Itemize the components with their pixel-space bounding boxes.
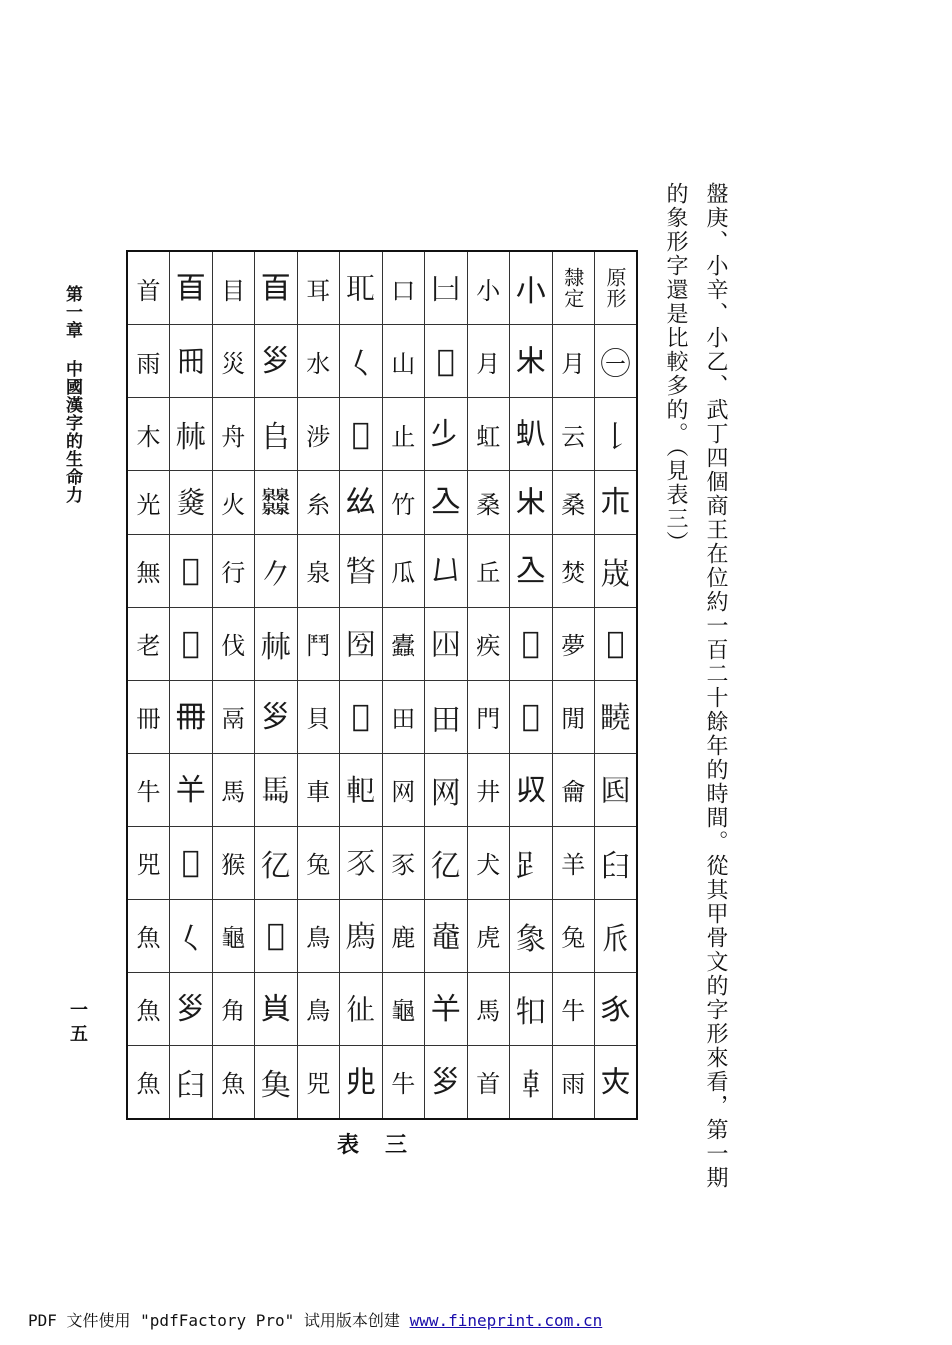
table-cell: 𡆽 [340,607,383,680]
table-cell: 𣎳 [595,471,638,534]
table-cell: 田 [382,680,425,753]
table-cell: 舟 [212,398,255,471]
table-cell: 𧰨 [595,972,638,1045]
table-cell: 丘 [467,534,510,607]
table-cell: 𣎵 [510,471,553,534]
table-cell: 𣥠 [170,534,213,607]
table-cell: 𧴪 [255,972,298,1045]
table-row [127,251,637,325]
table-cell: 𦣻 [255,251,298,325]
table-cell: 瓜 [382,534,425,607]
table-cell: 糸 [297,471,340,534]
table-cell: 冊 [127,680,170,753]
table-cell: 雨 [552,1045,595,1119]
table-row [127,1045,637,1119]
table-cell: 涉 [297,398,340,471]
table-cell: 𤆁 [255,471,298,534]
table-cell: 桑 [552,471,595,534]
table-cell: 伐 [212,607,255,680]
table-cell: 魚 [127,1045,170,1119]
table-row [127,534,637,607]
table-cell: 鬲 [212,680,255,753]
table-cell: 𠂢 [595,899,638,972]
table-cell: 猴 [212,826,255,899]
table-cell: 𠕋 [170,680,213,753]
table-cell: 𣈊 [340,534,383,607]
table-cell: 𧰧 [340,826,383,899]
table-cell: 首 [127,251,170,325]
table-cell: 𣥱 [595,607,638,680]
table-cell: 車 [297,753,340,826]
table-cell: 龠 [552,753,595,826]
table-row [127,398,637,471]
table-cell: 𣎵 [510,325,553,398]
table-cell: 竹 [382,471,425,534]
table-cell: 𦥑 [595,826,638,899]
table-row [127,325,637,398]
table-cell: 牛 [552,972,595,1045]
table-cell: 𠄌 [595,398,638,471]
table-cell: 龜 [382,972,425,1045]
table-cell: 兕 [297,1045,340,1119]
table-cell: 𣥠 [340,398,383,471]
table-cell: 虹 [467,398,510,471]
table-cell: 馬 [467,972,510,1045]
table-cell: 魚 [212,1045,255,1119]
table-cell: 首 [467,1045,510,1119]
table-cell: 火 [212,471,255,534]
table-cell: 魚 [127,899,170,972]
table-cell: 兔 [552,899,595,972]
table-cell: 𡴀 [425,325,468,398]
table-row [127,680,637,753]
table-cell: 疾 [467,607,510,680]
table-cell: 兔 [297,826,340,899]
table-cell: 𩵋 [255,1045,298,1119]
table-cell: 止 [382,398,425,471]
table-cell: 𠙴 [425,534,468,607]
table-cell: 𢒼 [425,826,468,899]
table-cell: 𠓛 [510,534,553,607]
table-cell: 𠓛 [425,471,468,534]
table-cell: 𣏟 [255,607,298,680]
table-row [127,899,637,972]
table-cell: 𠕁 [170,325,213,398]
table-cell: 耳 [297,251,340,325]
table-cell: 𡆧 [425,607,468,680]
table-cell: 𡆿 [595,753,638,826]
table-cell: 閒 [552,680,595,753]
table-cell: 門 [467,680,510,753]
table-cell: 𡿪 [255,680,298,753]
table-cell: 𪓛 [425,899,468,972]
table-cell: 𡉈 [510,607,553,680]
table-cell: 馬 [212,753,255,826]
table-cell: 𡿪 [255,325,298,398]
table-cell: 𢊁 [340,899,383,972]
table-cell: 𢀳 [255,899,298,972]
table-cell: 𠑹 [340,1045,383,1119]
table-cell: 井 [467,753,510,826]
table-cell: 𢒼 [255,826,298,899]
table-cell: 鹿 [382,899,425,972]
footer-text: PDF 文件使用 "pdfFactory Pro" 试用版本创建 [28,1311,410,1330]
table-cell: 网 [425,753,468,826]
table-cell: 𢆉 [170,753,213,826]
table-cell: 目 [212,251,255,325]
table-cell: 泉 [297,534,340,607]
table-row [127,753,637,826]
table-header-cell: 隸定 [552,251,595,325]
table-cell: 𡗜 [595,1045,638,1119]
table-cell: 雨 [127,325,170,398]
table-cell: 𠄧 [170,607,213,680]
table-cell: 田 [425,680,468,753]
table-cell: 云 [552,398,595,471]
table-cell: 𠂊 [255,534,298,607]
table-row [127,471,637,534]
body-text-column-2: 的象形字還是比較多的。（見表三） [663,182,688,555]
table-cell: 小 [467,251,510,325]
table-row [127,607,637,680]
table-row [127,826,637,899]
table-cell: 𤎫 [170,471,213,534]
table-cell: 光 [127,471,170,534]
table-cell: 鳥 [297,972,340,1045]
table-cell: 𠊊 [340,680,383,753]
table-cell: 𠦝 [510,1045,553,1119]
table-cell: 𤘘 [510,972,553,1045]
table-cell: 貝 [297,680,340,753]
running-head: 第一章 中國漢字的生命力 [62,285,82,504]
table-cell: 𨊠 [340,753,383,826]
table-cell: 月 [467,325,510,398]
table-cell: 焚 [552,534,595,607]
table-cell: 木 [127,398,170,471]
table-header-cell: 原形 [595,251,638,325]
body-text-column-1: 盤庚、小辛、小乙、武丁四個商王在位約一百二十餘年的時間。從其甲骨文的字形來看，第一期 [703,182,728,1190]
table-cell: 無 [127,534,170,607]
table-cell: 网 [382,753,425,826]
table-cell: 魚 [127,972,170,1045]
table-cell: 𤰔 [510,680,553,753]
table-cell: 月 [552,325,595,398]
table-cell: 角 [212,972,255,1045]
table-cell: 𢆶 [340,471,383,534]
table-cell: 𡿨 [170,899,213,972]
table-cell: 老 [127,607,170,680]
table-cell: 𦥑 [170,1045,213,1119]
table-cell: 𡭔 [510,251,553,325]
table-cell: 𦣻 [170,251,213,325]
table-cell: 𡿨 [340,325,383,398]
table-cell: 𦔮 [340,251,383,325]
table-cell: 𢀳 [170,826,213,899]
table-row [127,972,637,1045]
table-cell: 𣥂 [425,398,468,471]
table-cell: 𡷫 [595,534,638,607]
table-cell: 鳥 [297,899,340,972]
table-cell: 𣏟 [170,398,213,471]
table-cell: 𢓊 [340,972,383,1045]
table-cell: 𡿪 [425,1045,468,1119]
table-cell: 羊 [552,826,595,899]
table-caption: 表三 [336,1132,433,1158]
table-cell: 𤴀 [595,680,638,753]
table-cell: 𠬞 [510,753,553,826]
table-cell: 口 [382,251,425,325]
table-cell: 虎 [467,899,510,972]
character-table-body [127,251,637,1119]
character-table [126,250,638,1120]
table-cell: 牛 [127,753,170,826]
page-number: 一五 [67,1000,88,1048]
table-cell: 行 [212,534,255,607]
table-cell: 鬥 [297,607,340,680]
table-cell: 豕 [382,826,425,899]
footer-link[interactable]: www.fineprint.com.cn [409,1311,603,1330]
table-cell: 山 [382,325,425,398]
table-cell: 犬 [467,826,510,899]
table-cell: 蠹 [382,607,425,680]
table-cell: 𢆉 [425,972,468,1045]
table-cell: 𧈢 [510,398,553,471]
table-cell: 𠙵 [425,251,468,325]
pdf-footer [28,1308,602,1331]
table-cell: 𠂤 [255,398,298,471]
table-cell: 𧾷 [510,826,553,899]
table-cell: 水 [297,325,340,398]
table-cell: ㊀ [595,325,638,398]
table-cell: 龜 [212,899,255,972]
table-cell: 災 [212,325,255,398]
table-cell: 牛 [382,1045,425,1119]
table-cell: 兕 [127,826,170,899]
table-cell: 桑 [467,471,510,534]
table-cell: 𩡧 [255,753,298,826]
table-cell: 夢 [552,607,595,680]
table-cell: 𧰼 [510,899,553,972]
table-cell: 𡿪 [170,972,213,1045]
